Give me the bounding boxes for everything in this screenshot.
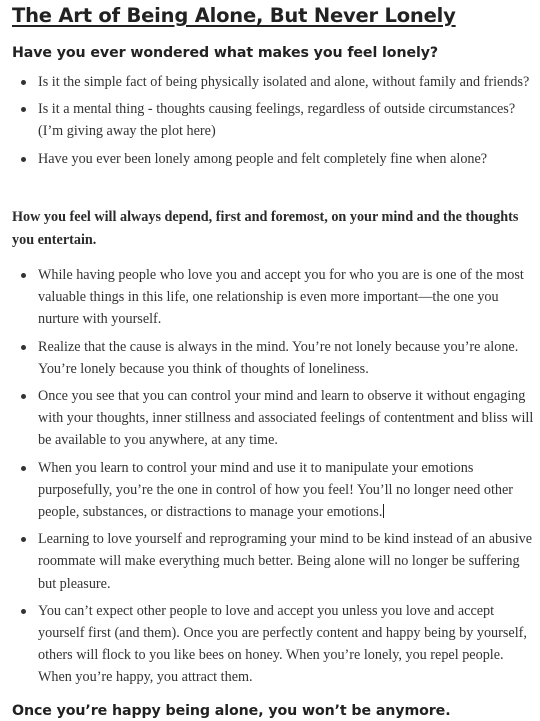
list-item: Learning to love yourself and reprograming your mind to be kind instead of an abusive roommate will make everything much better. Being alone will no longer be suffering but pleasure. — [12, 528, 534, 595]
list-item-text: When you learn to control your mind and use it to manipulate your emotions purposefully, you’re the one in control of how you feel! You’ll no longer need other people, substances, or distractions to manage your emotions. — [38, 459, 514, 521]
points-list — [12, 264, 534, 689]
list-item-with-cursor — [12, 457, 534, 524]
intro-heading: Have you ever wondered what makes you feel lonely? — [12, 45, 439, 61]
questions-list — [12, 71, 534, 170]
list-item: Is it the simple fact of being physically isolated and alone, without family and friends? — [12, 71, 534, 93]
page-title: The Art of Being Alone, But Never Lonely — [12, 4, 456, 27]
list-item: Realize that the cause is always in the mind. You’re not lonely because you’re alone. You’re lonely because you think of thoughts of loneliness. — [12, 336, 534, 380]
list-item: Have you ever been lonely among people and felt completely fine when alone? — [12, 148, 534, 170]
closing-heading: Once you’re happy being alone, you won’t be anymore. — [12, 703, 451, 719]
list-item: You can’t expect other people to love and accept you unless you love and accept yourself first (and them). Once you are perfectly content and happy being by yourself, others will flock to you like bees on honey. When you’re lonely, you repel people. When you’re happy, you attract them. — [12, 600, 534, 689]
list-item: Is it a mental thing - thoughts causing feelings, regardless of outside circumstances? (I’m giving away the plot here) — [12, 98, 534, 142]
list-item: While having people who love you and accept you for who you are is one of the most valuable things in this life, one relationship is even more important—the one you nurture with yourself. — [12, 264, 534, 331]
list-item: Once you see that you can control your mind and learn to observe it without engaging with your thoughts, inner stillness and associated feelings of contentment and bliss will be available to you anywhere, at any time. — [12, 385, 534, 452]
lead-paragraph: How you feel will always depend, first and foremost, on your mind and the thoughts you entertain. — [12, 209, 519, 248]
text-cursor — [383, 504, 384, 518]
